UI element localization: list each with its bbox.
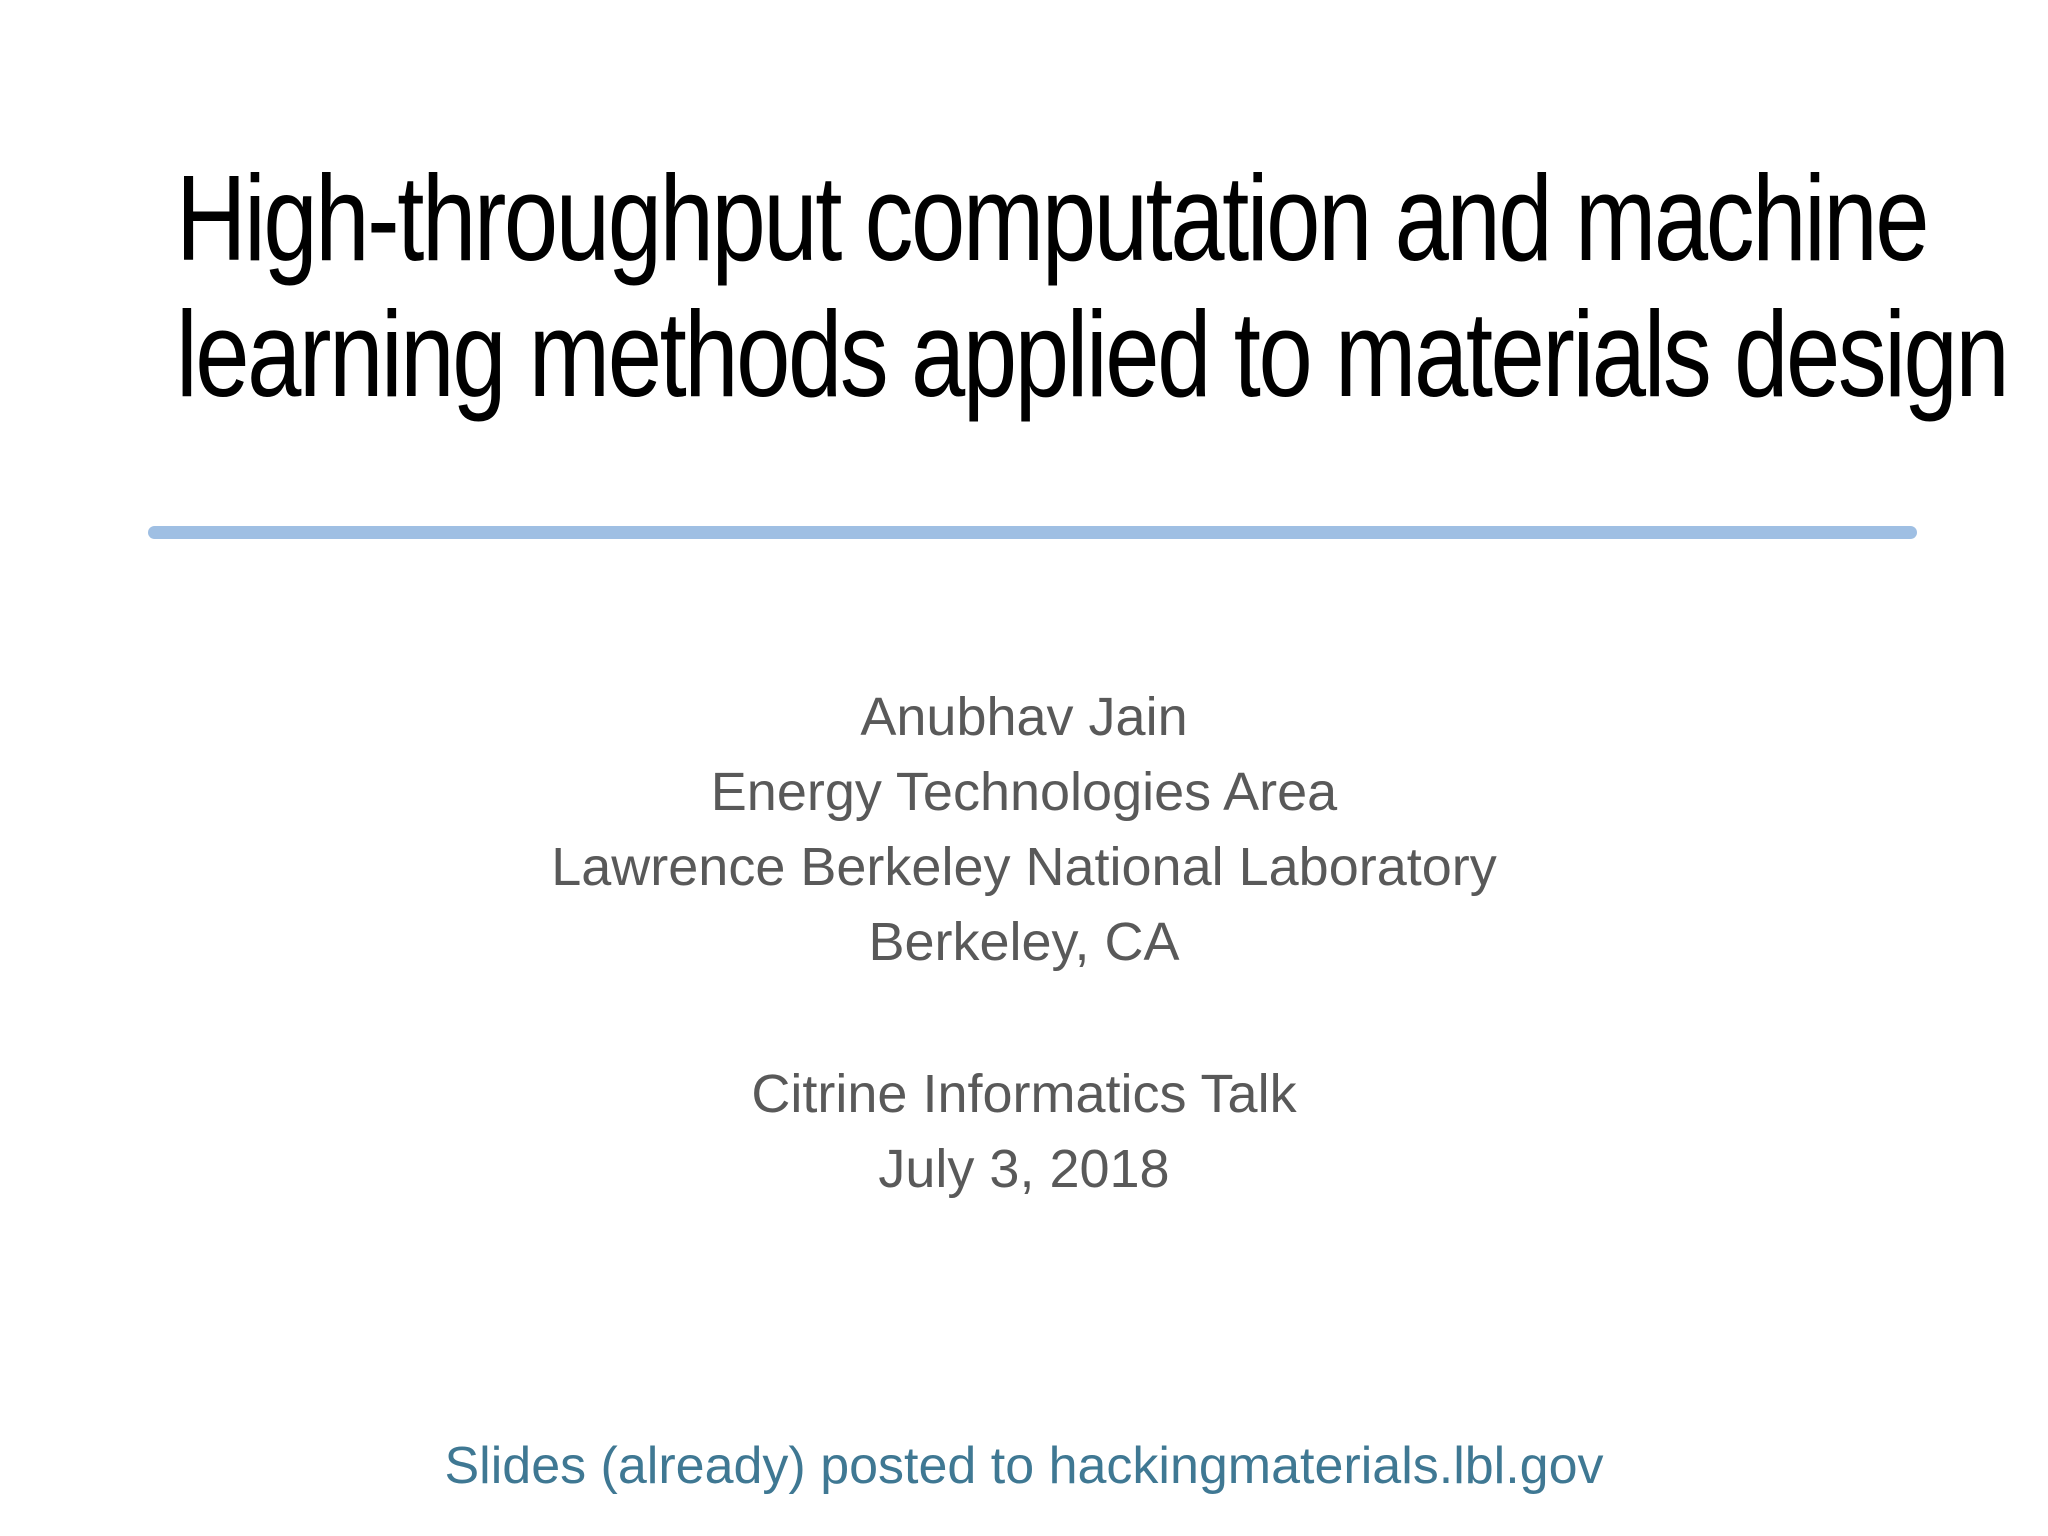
author-institution: Lawrence Berkeley National Laboratory: [551, 837, 1497, 897]
slide-title: [176, 150, 2008, 422]
event-date: July 3, 2018: [878, 1139, 1170, 1199]
slide-title-line-1: High-throughput computation and machine: [176, 150, 1928, 286]
author-name: Anubhav Jain: [860, 687, 1188, 747]
event-info: [0, 1057, 2048, 1207]
author-info: [0, 680, 2048, 980]
slide-title-line-2: learning methods applied to materials design: [176, 286, 2008, 422]
event-name: Citrine Informatics Talk: [751, 1064, 1297, 1124]
author-division: Energy Technologies Area: [710, 762, 1338, 822]
author-location: Berkeley, CA: [868, 912, 1180, 972]
slides-url-note: Slides (already) posted to hackingmaterials.lbl.gov: [444, 1437, 1604, 1495]
title-divider: [148, 526, 1917, 539]
